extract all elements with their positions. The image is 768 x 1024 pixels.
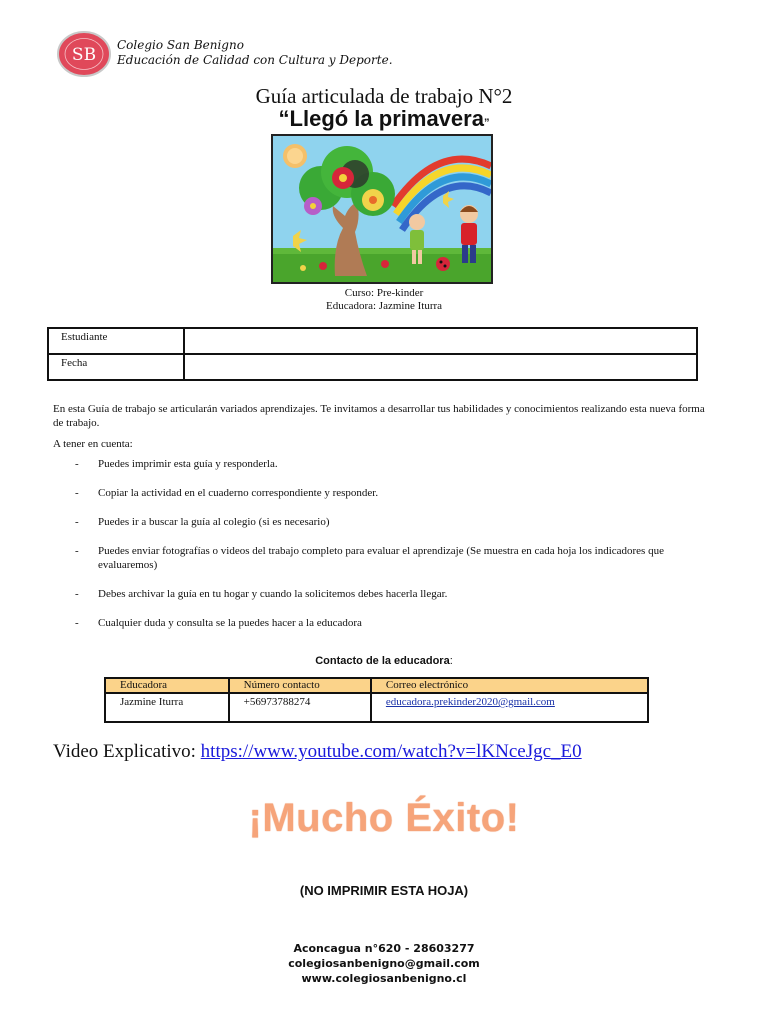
footer	[0, 941, 768, 986]
no-print-note: (NO IMPRIMIR ESTA HOJA)	[299, 883, 469, 898]
guide-subtitle: “Llegó la primavera”	[278, 106, 490, 131]
phone-cell: +56973788274	[229, 693, 371, 722]
notes-title: A tener en cuenta:	[53, 438, 133, 450]
table-row	[48, 354, 697, 380]
list-item: - Cualquier duda y consulta se la puedes hacer a la educadora	[75, 617, 362, 629]
video-label: Video Explicativo:	[53, 741, 201, 762]
contact-table	[104, 677, 649, 723]
school-name: Colegio San Benigno	[117, 38, 244, 52]
list-item: - Copiar la actividad en el cuaderno correspondiente y responder.	[75, 487, 379, 499]
school-motto: Educación de Calidad con Cultura y Deporte.	[117, 53, 393, 67]
school-header	[117, 38, 393, 68]
logo-monogram: SB	[71, 45, 97, 65]
column-header: Correo electrónico	[371, 678, 648, 693]
closing-message: ¡Mucho Éxito!	[248, 796, 520, 840]
student-field[interactable]	[184, 328, 697, 354]
column-header: Número contacto	[229, 678, 371, 693]
date-label: Fecha	[48, 354, 184, 380]
list-item: - Debes archivar la guía en tu hogar y cuando la solicitemos debes hacerla llegar.	[75, 588, 448, 600]
teacher-email-link[interactable]: educadora.prekinder2020@gmail.com	[385, 696, 555, 708]
intro-paragraph: En esta Guía de trabajo se articularán variados aprendizajes. Te invitamos a desarrollar tus habilidades y conocimientos realizando esta nueva forma de trabajo.	[53, 403, 705, 429]
contact-title: Contacto de la educadora:	[315, 655, 453, 667]
course-label: Curso: Pre-kinder	[344, 287, 424, 299]
list-item: - Puedes enviar fotografías o videos del trabajo completo para evaluar el aprendizaje (Se muestra en cada hoja los indicadores que evaluaremos)	[75, 545, 664, 571]
teacher-name-cell: Jazmine Iturra	[105, 693, 229, 722]
video-line	[53, 741, 582, 763]
list-item: - Puedes ir a buscar la guía al colegio (si es necesario)	[75, 516, 330, 528]
date-field[interactable]	[184, 354, 697, 380]
student-label: Estudiante	[48, 328, 184, 354]
footer-address: Aconcagua n°620 - 28603277	[293, 942, 475, 955]
table-header-row	[105, 678, 648, 693]
list-item: - Puedes imprimir esta guía y responderla.	[75, 458, 278, 470]
school-logo	[57, 31, 111, 77]
email-cell	[371, 693, 648, 722]
column-header: Educadora	[105, 678, 229, 693]
notes-list	[53, 457, 713, 645]
table-row	[48, 328, 697, 354]
guide-title: Guía articulada de trabajo N°2	[255, 84, 513, 108]
footer-email: colegiosanbenigno@gmail.com	[288, 957, 480, 970]
spring-illustration	[271, 134, 493, 284]
student-info-table	[47, 327, 698, 381]
video-link[interactable]: https://www.youtube.com/watch?v=lKNceJgc_E0	[200, 741, 582, 762]
table-row	[105, 693, 648, 722]
teacher-label: Educadora: Jazmine Iturra	[325, 300, 443, 312]
footer-website: www.colegiosanbenigno.cl	[301, 972, 467, 985]
